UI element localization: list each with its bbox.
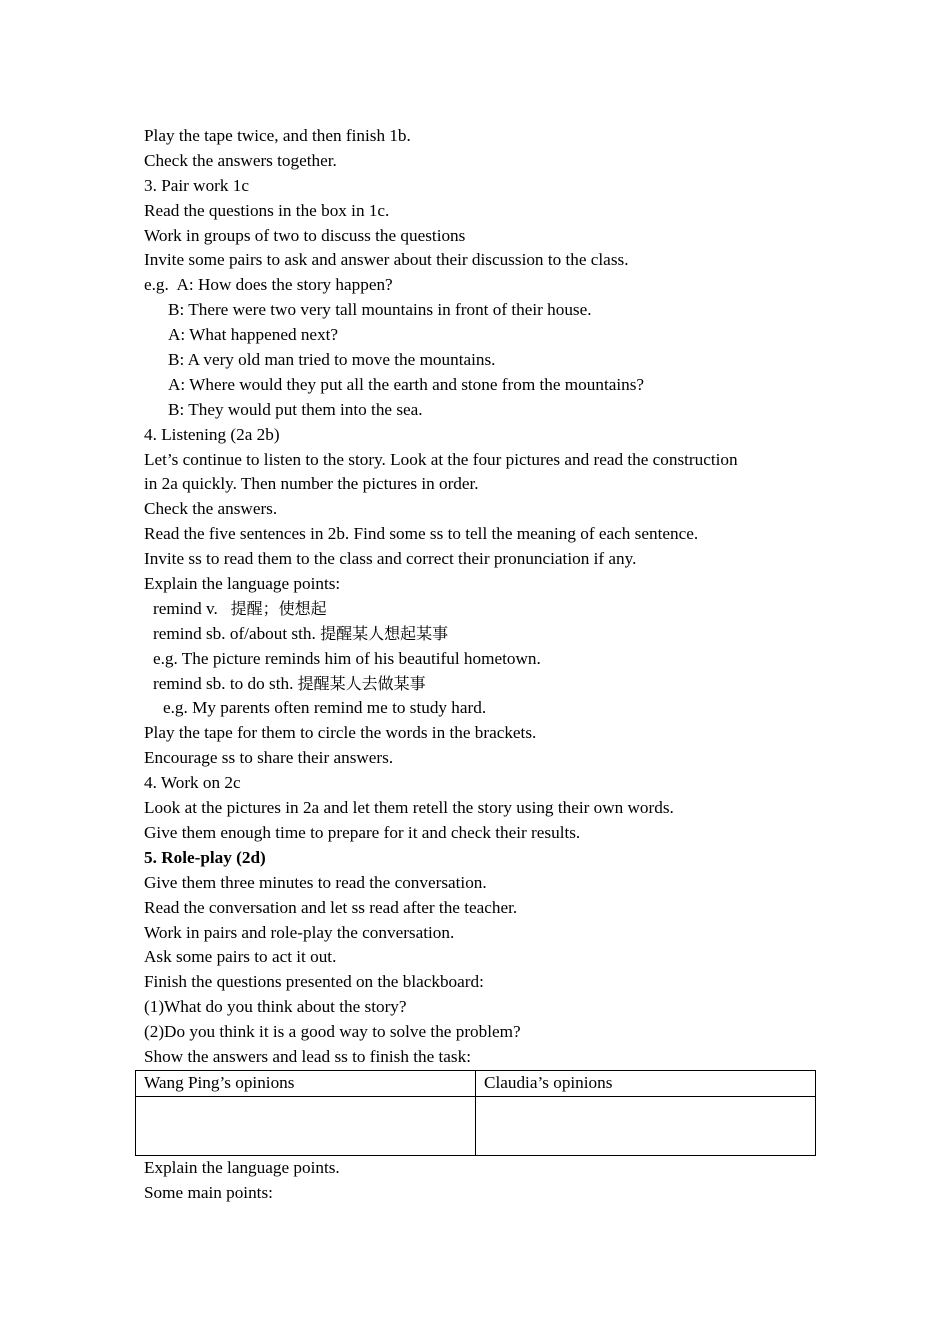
dialogue-line: B: They would put them into the sea.: [168, 399, 423, 419]
text-line: Some main points:: [144, 1182, 273, 1202]
table-cell-empty: [476, 1097, 816, 1156]
language-point: [144, 597, 824, 622]
text-line: Finish the questions presented on the blackboard:: [144, 972, 484, 992]
text-line: Work in groups of two to discuss the questions: [144, 225, 466, 245]
language-point-zh: 提醒；使想起: [230, 598, 327, 618]
text-line: Explain the language points.: [144, 1158, 340, 1177]
section-heading-bold: 5. Role-play (2d): [144, 847, 266, 867]
text-line: Check the answers together.: [144, 150, 337, 170]
text-line: Give them three minutes to read the conversation.: [144, 872, 487, 892]
language-point-en: remind sb. of/about sth.: [153, 623, 321, 643]
dialogue-line: B: A very old man tried to move the mountains.: [168, 350, 496, 370]
text-line: Read the five sentences in 2b. Find some ss to tell the meaning of each sentence.: [144, 524, 699, 544]
dialogue-line: e.g. A: How does the story happen?: [144, 275, 393, 295]
text-line: Encourage ss to share their answers.: [144, 748, 394, 768]
section-heading: 4. Listening (2a 2b): [144, 424, 280, 444]
dialogue-line: B: There were two very tall mountains in front of their house.: [168, 300, 592, 320]
section-heading: 3. Pair work 1c: [144, 175, 250, 195]
text-line: Ask some pairs to act it out.: [144, 947, 337, 967]
language-point-en: remind v.: [153, 598, 231, 618]
dialogue-line: A: What happened next?: [168, 325, 339, 345]
text-line: Explain the language points:: [144, 574, 341, 594]
lesson-text: [144, 124, 824, 1070]
section-heading: 4. Work on 2c: [144, 773, 241, 793]
table-header-claudia: Claudia’s opinions: [476, 1071, 816, 1097]
text-line: Invite ss to read them to the class and correct their pronunciation if any.: [144, 549, 637, 569]
question-line: (2)Do you think it is a good way to solve the problem?: [144, 1022, 521, 1042]
text-line: Give them enough time to prepare for it and check their results.: [144, 822, 581, 842]
closing-text: [144, 1156, 824, 1206]
table-cell-empty: [136, 1097, 476, 1156]
text-line: Play the tape twice, and then finish 1b.: [144, 126, 411, 145]
text-line: Read the conversation and let ss read after the teacher.: [144, 897, 518, 917]
text-line: Check the answers.: [144, 499, 278, 519]
example-line: e.g. The picture reminds him of his beautiful hometown.: [153, 648, 541, 668]
text-line: Play the tape for them to circle the words in the brackets.: [144, 723, 537, 743]
text-line: Invite some pairs to ask and answer about their discussion to the class.: [144, 250, 629, 270]
question-line: (1)What do you think about the story?: [144, 997, 407, 1017]
language-point-en: remind sb. to do sth.: [153, 673, 298, 693]
table-row: [136, 1097, 816, 1156]
language-point: [144, 672, 824, 697]
table-header-wang-ping: Wang Ping’s opinions: [136, 1071, 476, 1097]
text-line: in 2a quickly. Then number the pictures in order.: [144, 474, 479, 494]
text-line: Let’s continue to listen to the story. Look at the four pictures and read the construction: [144, 449, 738, 469]
text-line: Read the questions in the box in 1c.: [144, 200, 390, 220]
opinions-table: [135, 1070, 816, 1156]
table-header-row: [136, 1071, 816, 1097]
dialogue-line: A: Where would they put all the earth and stone from the mountains?: [168, 374, 645, 394]
language-point-zh: 提醒某人去做某事: [297, 673, 426, 693]
language-point: [144, 622, 824, 647]
example-line: e.g. My parents often remind me to study hard.: [163, 698, 487, 718]
text-line: Show the answers and lead ss to finish the task:: [144, 1046, 471, 1066]
text-line: Look at the pictures in 2a and let them retell the story using their own words.: [144, 798, 674, 818]
language-point-zh: 提醒某人想起某事: [320, 623, 449, 643]
text-line: Work in pairs and role-play the conversation.: [144, 922, 455, 942]
